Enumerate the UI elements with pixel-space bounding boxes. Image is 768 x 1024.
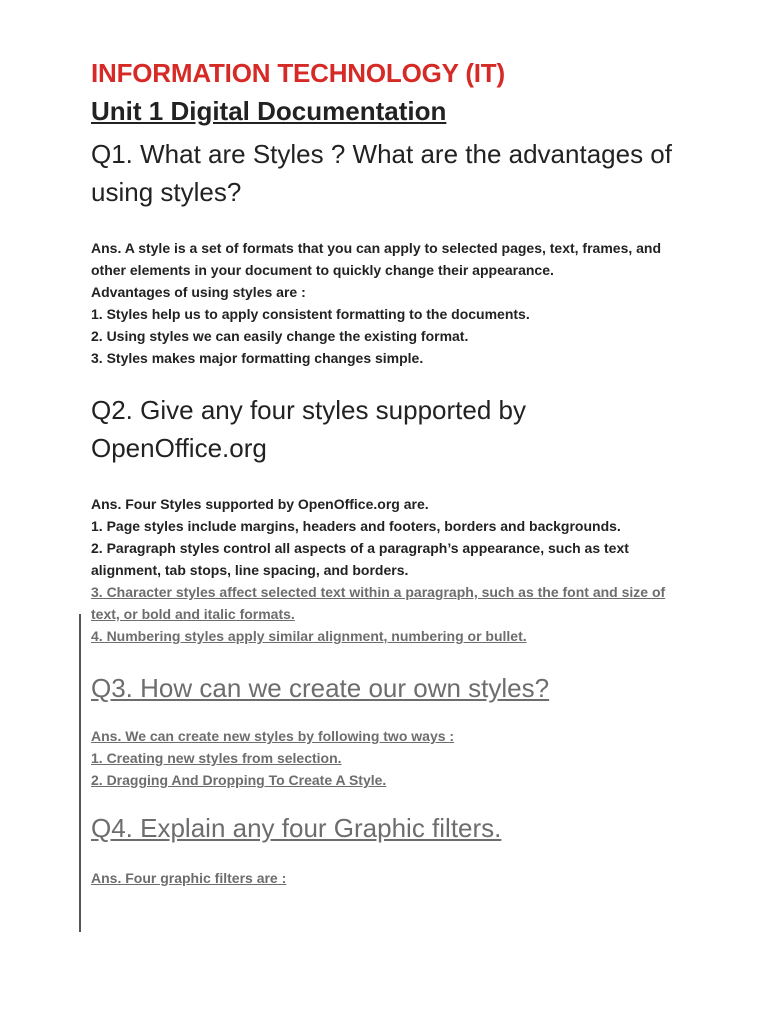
answer-3	[91, 725, 691, 791]
question-4: Q4. Explain any four Graphic filters.	[91, 813, 502, 843]
unit-heading: Unit 1 Digital Documentation	[91, 96, 447, 126]
answer-2-line: 3. Character styles affect selected text within a paragraph, such as the font and size of text, or bold and italic formats.	[91, 584, 666, 622]
answer-1-line: 2. Using styles we can easily change the existing format.	[91, 328, 469, 344]
answer-3-line: 2. Dragging And Dropping To Create A Style.	[91, 772, 387, 788]
answer-3-line: Ans. We can create new styles by following two ways :	[91, 728, 455, 744]
answer-2-line: 1. Page styles include margins, headers and footers, borders and backgrounds.	[91, 518, 621, 534]
answer-4-line: Ans. Four graphic filters are :	[91, 870, 287, 886]
answer-2	[91, 493, 691, 647]
document-title: INFORMATION TECHNOLOGY (IT)	[91, 58, 505, 88]
change-bar	[79, 614, 81, 932]
document-page	[91, 55, 691, 889]
answer-4	[91, 867, 691, 889]
question-3: Q3. How can we create our own styles?	[91, 673, 550, 703]
question-2: Q2. Give any four styles supported by OpenOffice.org	[91, 395, 526, 463]
answer-2-line: 2. Paragraph styles control all aspects of a paragraph’s appearance, such as text alignment, tab stops, line spacing, and borders.	[91, 540, 629, 578]
answer-2-line: Ans. Four Styles supported by OpenOffice.org are.	[91, 496, 429, 512]
answer-1-line: 1. Styles help us to apply consistent formatting to the documents.	[91, 306, 530, 322]
answer-1-line: Advantages of using styles are :	[91, 284, 306, 300]
answer-1	[91, 237, 691, 369]
question-1: Q1. What are Styles ? What are the advantages of using styles?	[91, 139, 672, 207]
answer-1-line: Ans. A style is a set of formats that you can apply to selected pages, text, frames, and other elements in your document to quickly change their appearance.	[91, 240, 662, 278]
answer-1-line: 3. Styles makes major formatting changes simple.	[91, 350, 424, 366]
answer-3-line: 1. Creating new styles from selection.	[91, 750, 342, 766]
answer-2-line: 4. Numbering styles apply similar alignment, numbering or bullet.	[91, 628, 527, 644]
